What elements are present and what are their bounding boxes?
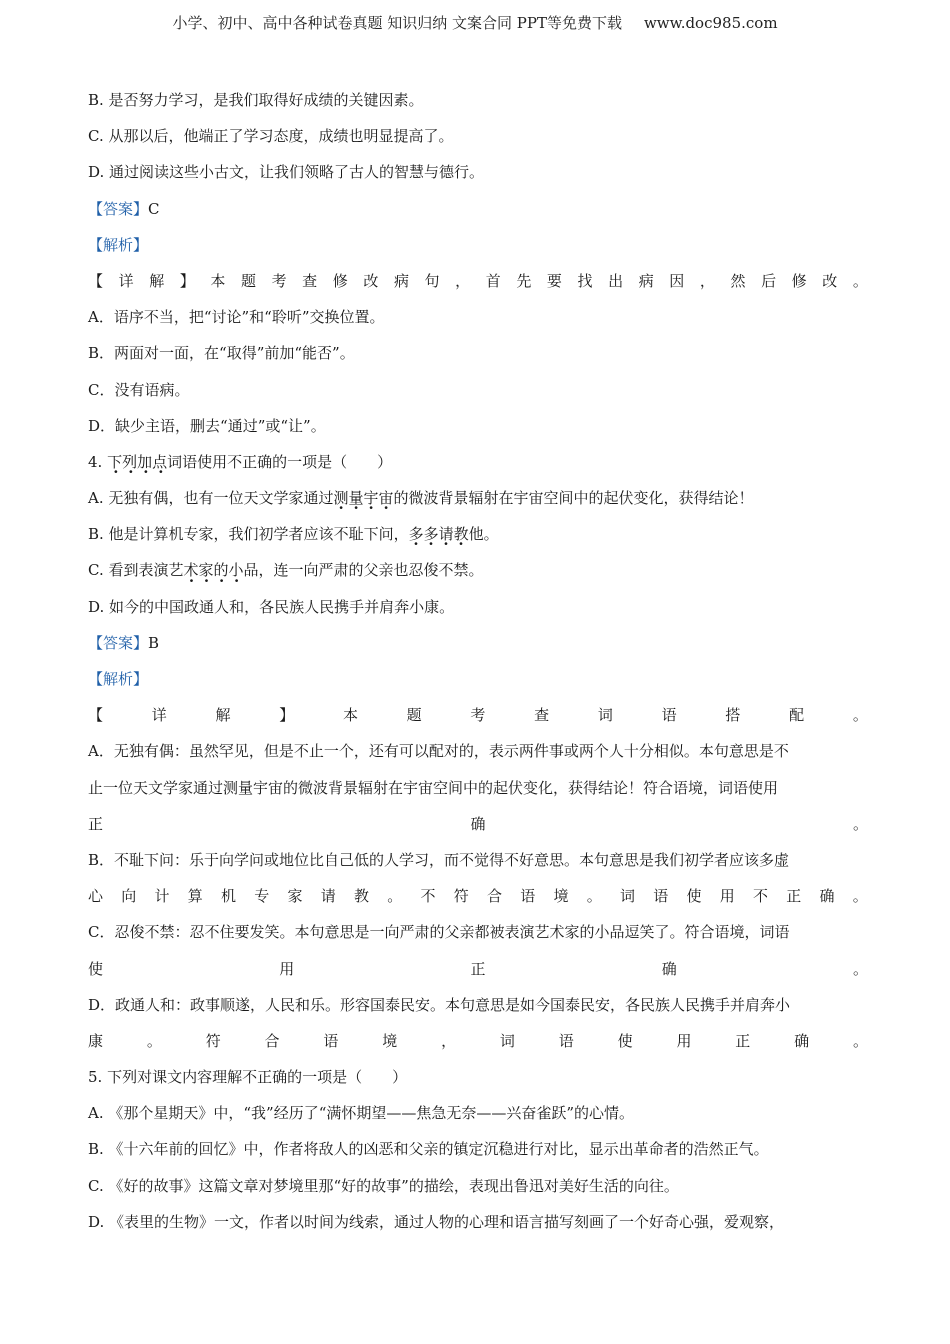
spread-char: 用 (719, 887, 735, 906)
spread-char: 语 (520, 887, 536, 906)
spread-char: 【 (88, 706, 104, 725)
spread-char: 心 (88, 887, 104, 906)
option-text: ，各民族人民携手并肩奔小康。 (244, 597, 455, 616)
spread-char: 。 (852, 887, 868, 906)
spread-char: 确 (661, 959, 677, 978)
spread-char: 正 (88, 814, 104, 833)
document-body (88, 82, 868, 1240)
dotted-emphasis-char: 无 (108, 489, 124, 508)
q3-analysis-label: 【解析】 (88, 235, 149, 254)
spread-char: 合 (264, 1031, 280, 1050)
spread-char: 查 (534, 706, 550, 725)
q3-option-d: D. 通过阅读这些小古文，让我们领略了古人的智慧与德行。 (88, 163, 485, 182)
spread-char: 改 (363, 271, 379, 290)
header-title: 小学、初中、高中各种试卷真题 知识归纳 文案合同 PPT等免费下载 (172, 14, 622, 32)
dotted-emphasis-char: 独 (123, 489, 139, 508)
option-text: 。 (468, 561, 484, 580)
q4-explanation-b-1: B．不耻下问：乐于向学问或地位比自己低的人学习，而不觉得不好意思。本句意思是我们初学者应该多虚 (88, 850, 790, 869)
q4-option-a (88, 480, 868, 516)
q3-answer (88, 191, 868, 227)
q4-explanation-d-1: D．政通人和：政事顺遂，人民和乐。形容国泰民安。本句意思是如今国泰民安，各民族人民携手并肩奔小 (88, 995, 791, 1014)
q5-stem: 5. 下列对课文内容理解不正确的一项是（ ） (88, 1068, 408, 1087)
q3-explanation-b: B．两面对一面，在“取得”前加“能否”。 (88, 344, 355, 363)
spread-char: 教 (354, 887, 370, 906)
spread-char: ， (455, 271, 471, 290)
spread-char: 【 (88, 271, 104, 290)
dotted-emphasis-char: 不 (438, 561, 454, 580)
spread-char: 确 (794, 1031, 810, 1050)
spread-char: 考 (470, 706, 486, 725)
spread-char: 语 (558, 1031, 574, 1050)
spread-char: 不 (420, 887, 436, 906)
spread-char: 考 (271, 271, 287, 290)
spread-char: 计 (154, 887, 170, 906)
spread-char: 境 (553, 887, 569, 906)
q3-explanation-d: D．缺少主语，删去“通过”或“让”。 (88, 416, 326, 435)
spread-char: 题 (240, 271, 256, 290)
spread-char: 解 (215, 706, 231, 725)
header-site: www.doc985.com (643, 14, 778, 32)
spread-char: 然 (730, 271, 746, 290)
answer-label: 【答案】 (88, 199, 149, 218)
spread-char: 用 (279, 959, 295, 978)
option-text: C. 看到表演艺术家的小品，连一向严肃的父亲也 (88, 561, 409, 580)
spread-char: 修 (791, 271, 807, 290)
q3-option-c: C. 从那以后，他端正了学习态度，成绩也明显提高了。 (88, 127, 454, 146)
spread-char: 先 (516, 271, 532, 290)
spread-char: 要 (546, 271, 562, 290)
spread-char: ， (699, 271, 715, 290)
option-text: ，多多请教他。 (393, 525, 499, 544)
answer-label: 【答案】 (88, 633, 149, 652)
spread-char: 。 (852, 706, 868, 725)
spread-char: 符 (453, 887, 469, 906)
q4-option-d (88, 589, 868, 625)
q5-option-a: A. 《那个星期天》中，“我”经历了“满怀期望——焦急无奈——兴奋雀跃”的心情。 (88, 1104, 635, 1123)
spread-char: 确 (819, 887, 835, 906)
q3-explanation-c: C．没有语病。 (88, 380, 190, 399)
q4-explanation-a-1: A．无独有偶：虽然罕见，但是不止一个，还有可以配对的，表示两件事或两个人十分相似。本句意思是不 (88, 742, 789, 761)
spread-char: 配 (789, 706, 805, 725)
spread-char: 病 (638, 271, 654, 290)
dotted-emphasis-char: 通 (199, 597, 215, 616)
spread-char: 。 (852, 1031, 868, 1050)
dotted-emphasis-char: 下 (363, 525, 379, 544)
spread-char: 专 (254, 887, 270, 906)
dotted-emphasis-char: 忍 (408, 561, 424, 580)
q4-explanation-a-2: 止一位天文学家通过测量宇宙的微波背景辐射在宇宙空间中的起伏变化，获得结论！符合语境，词语使用 (88, 778, 779, 797)
spread-char: 正 (786, 887, 802, 906)
spread-char: 正 (470, 959, 486, 978)
spread-char: 合 (487, 887, 503, 906)
q4-explanation-a-3 (88, 806, 868, 842)
spread-char: 。 (586, 887, 602, 906)
spread-char: 使 (88, 959, 104, 978)
spread-char: 使 (686, 887, 702, 906)
spread-char: 康 (88, 1031, 104, 1050)
spread-char: 不 (753, 887, 769, 906)
q3-detail-line (88, 263, 868, 299)
spread-char: 算 (187, 887, 203, 906)
spread-char: 修 (332, 271, 348, 290)
q4-detail-line (88, 697, 868, 733)
q5-option-c: C. 《好的故事》这篇文章对梦境里那“好的故事”的描绘，表现出鲁迅对美好生活的向往。 (88, 1176, 679, 1195)
spread-char: 。 (852, 814, 868, 833)
option-text: B. 他是计算机专家，我们初学者应该 (88, 525, 334, 544)
dotted-emphasis-char: 有 (138, 489, 154, 508)
q5-option-d: D. 《表里的生物》一文，作者以时间为线索，通过人物的心理和语言描写刻画了一个好奇心强，爱观察， (88, 1212, 785, 1231)
q3-explanation-a: A．语序不当，把“讨论”和“聆听”交换位置。 (88, 308, 385, 327)
spread-char: 句 (424, 271, 440, 290)
spread-char: 。 (146, 1031, 162, 1050)
q5-option-b: B. 《十六年前的回忆》中，作者将敌人的凶恶和父亲的镇定沉稳进行对比，显示出革命者的浩然正气。 (88, 1140, 769, 1159)
dotted-emphasis-char: 人 (214, 597, 230, 616)
spread-char: 因 (669, 271, 685, 290)
spread-char: 】 (279, 706, 295, 725)
q4-stem: 4. 下列加点词语使用不正确的一项是（ ） (88, 452, 393, 471)
dotted-emphasis-char: 问 (378, 525, 394, 544)
spread-char: 词 (597, 706, 613, 725)
spread-char: 首 (485, 271, 501, 290)
q4-explanation-c-1: C．忍俊不禁：忍不住要发笑。本句意思是一向严肃的父亲都被表演艺术家的小品逗笑了。符合语境，词语 (88, 923, 790, 942)
spread-char: 。 (852, 959, 868, 978)
answer-value: C (148, 199, 160, 218)
q4-option-b (88, 516, 868, 552)
spread-char: 。 (387, 887, 403, 906)
spread-char: 请 (320, 887, 336, 906)
spread-char: 出 (608, 271, 624, 290)
spread-char: 家 (287, 887, 303, 906)
spread-char: 题 (406, 706, 422, 725)
option-text: ，也有一位天文学家通过测量宇宙的微波背景辐射在宇宙空间中的起伏变化，获得结论！ (168, 489, 754, 508)
option-text: A. (88, 489, 109, 508)
spread-char: 正 (735, 1031, 751, 1050)
q4-answer (88, 625, 868, 661)
spread-char: 找 (577, 271, 593, 290)
spread-char: 确 (470, 814, 486, 833)
spread-char: 详 (151, 706, 167, 725)
dotted-emphasis-char: 政 (184, 597, 200, 616)
spread-char: 详 (118, 271, 134, 290)
spread-char: 】 (179, 271, 195, 290)
spread-char: 病 (393, 271, 409, 290)
spread-char: 。 (852, 271, 868, 290)
spread-char: 词 (620, 887, 636, 906)
dotted-emphasis-char: 俊 (423, 561, 439, 580)
spread-char: 搭 (725, 706, 741, 725)
spread-char: 用 (676, 1031, 692, 1050)
spread-char: 符 (205, 1031, 221, 1050)
spread-char: 语 (653, 887, 669, 906)
dotted-emphasis-char: 不 (333, 525, 349, 544)
spread-char: 语 (661, 706, 677, 725)
dotted-emphasis-char: 和 (229, 597, 245, 616)
spread-char: 使 (617, 1031, 633, 1050)
q4-explanation-c-2 (88, 951, 868, 987)
spread-char: 后 (761, 271, 777, 290)
spread-char: 本 (342, 706, 358, 725)
answer-value: B (148, 633, 160, 652)
option-text: D. 如今的中国 (88, 597, 185, 616)
spread-char: 词 (499, 1031, 515, 1050)
spread-char: 机 (221, 887, 237, 906)
spread-char: 查 (302, 271, 318, 290)
dotted-emphasis-char: 偶 (153, 489, 169, 508)
spread-char: 改 (822, 271, 838, 290)
page-header (0, 12, 950, 33)
dotted-emphasis-char: 禁 (453, 561, 469, 580)
spread-char: 语 (323, 1031, 339, 1050)
spread-char: ， (441, 1031, 457, 1050)
spread-char: 解 (149, 271, 165, 290)
spread-char: 境 (382, 1031, 398, 1050)
q4-explanation-d-2 (88, 1023, 868, 1059)
spread-char: 本 (210, 271, 226, 290)
q4-analysis-label: 【解析】 (88, 670, 149, 688)
q4-explanation-b-2 (88, 878, 868, 914)
q3-option-b: B. 是否努力学习，是我们取得好成绩的关键因素。 (88, 91, 424, 109)
spread-char: 向 (121, 887, 137, 906)
dotted-emphasis-char: 耻 (348, 525, 364, 544)
